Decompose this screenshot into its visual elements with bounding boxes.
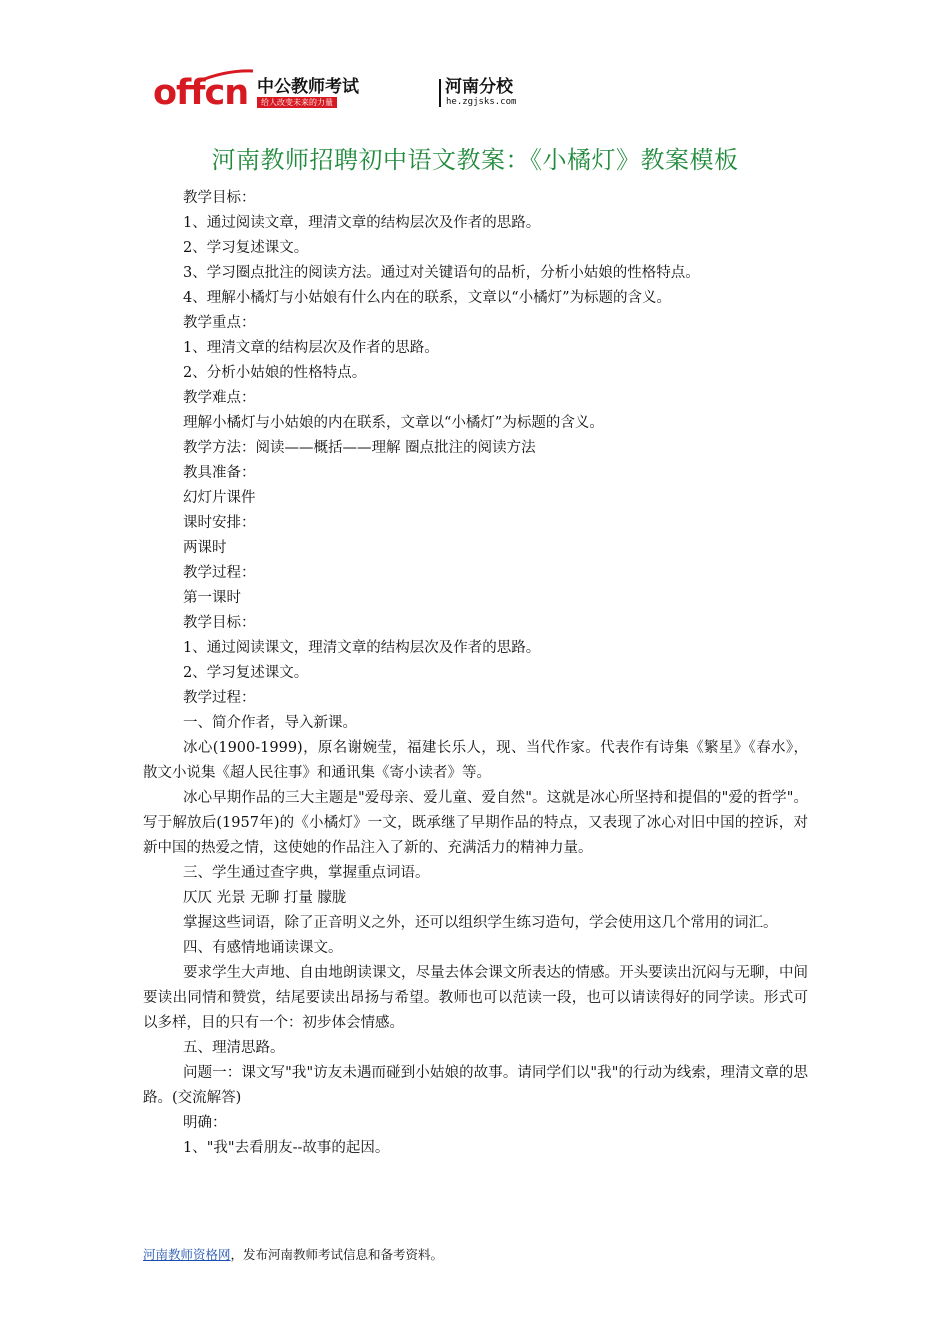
- body-paragraph: 4、理解小橘灯与小姑娘有什么内在的联系，文章以“小橘灯”为标题的含义。: [183, 290, 672, 306]
- body-paragraph: 教学过程：: [183, 565, 256, 581]
- body-paragraph: 教学重点：: [183, 315, 256, 331]
- body-paragraph: 1、通过阅读课文，理清文章的结构层次及作者的思路。: [183, 640, 541, 656]
- logo-name: 中公教师考试: [257, 77, 359, 97]
- body-paragraph: 教学目标：: [183, 190, 256, 206]
- logo-url: he.zgjsks.com: [446, 97, 517, 107]
- body-paragraph: 3、学习圈点批注的阅读方法。通过对关键语句的品析，分析小姑娘的性格特点。: [183, 265, 700, 281]
- body-paragraph: 理解小橘灯与小姑娘的内在联系，文章以“小橘灯”为标题的含义。: [183, 415, 604, 431]
- logo-branch: 河南分校: [445, 77, 513, 97]
- body-paragraph: 教学难点：: [183, 390, 256, 406]
- body-paragraph: 幻灯片课件: [183, 490, 256, 506]
- footer-link[interactable]: 河南教师资格网: [143, 1247, 231, 1262]
- body-paragraph: 三、学生通过查字典，掌握重点词语。: [183, 865, 430, 881]
- document-body: [143, 186, 808, 1161]
- body-paragraph: 仄仄 光景 无聊 打量 朦胧: [183, 890, 347, 906]
- body-paragraph: 问题一：课文写"我"访友未遇而碰到小姑娘的故事。请同学们以"我"的行动为线索，理清文章的思路。(交流解答): [143, 1065, 808, 1106]
- body-paragraph: 五、理清思路。: [183, 1040, 285, 1056]
- body-paragraph: 明确：: [183, 1115, 227, 1131]
- body-paragraph: 2、分析小姑娘的性格特点。: [183, 365, 367, 381]
- logo-brand-text: offcn: [153, 73, 249, 113]
- logo-swoosh-icon: [195, 68, 255, 84]
- body-paragraph: 教学过程：: [183, 690, 256, 706]
- body-paragraph: 教学目标：: [183, 615, 256, 631]
- body-paragraph: 2、学习复述课文。: [183, 240, 309, 256]
- logo-divider: [439, 79, 441, 107]
- body-paragraph: 要求学生大声地、自由地朗读课文，尽量去体会课文所表达的情感。开头要读出沉闷与无聊，中间要读出同情和赞赏，结尾要读出昂扬与希望。教师也可以范读一段，也可以请读得好的同学读。形式可以多样，目的只有一个：初步体会情感。: [143, 965, 808, 1031]
- body-paragraph: 冰心早期作品的三大主题是"爱母亲、爱儿童、爱自然"。这就是冰心所坚持和提倡的"爱的哲学"。写于解放后(1957年)的《小橘灯》一文，既承继了早期作品的特点，又表现了冰心对旧中国的控诉，对新中国的热爱之情，这使她的作品注入了新的、充满活力的精神力量。: [143, 790, 808, 856]
- body-paragraph: 冰心(1900-1999)，原名谢婉莹，福建长乐人，现、当代作家。代表作有诗集《繁星》《春水》，散文小说集《超人民往事》和通讯集《寄小读者》等。: [143, 740, 808, 781]
- body-paragraph: 2、学习复述课文。: [183, 665, 309, 681]
- offcn-logo: [153, 73, 533, 113]
- logo-slogan: 给人改变未来的力量: [257, 97, 337, 108]
- body-paragraph: 四、有感情地诵读课文。: [183, 940, 343, 956]
- body-paragraph: 第一课时: [183, 590, 241, 606]
- body-paragraph: 教具准备：: [183, 465, 256, 481]
- footer-text: ，发布河南教师考试信息和备考资料。: [230, 1247, 444, 1262]
- body-paragraph: 1、"我"去看朋友--故事的起因。: [183, 1140, 390, 1156]
- body-paragraph: 课时安排：: [183, 515, 256, 531]
- page-footer: [143, 1245, 443, 1265]
- body-paragraph: 教学方法：阅读——概括——理解 圈点批注的阅读方法: [183, 440, 536, 456]
- body-paragraph: 1、通过阅读文章，理清文章的结构层次及作者的思路。: [183, 215, 541, 231]
- body-paragraph: 掌握这些词语，除了正音明义之外，还可以组织学生练习造句，学会使用这几个常用的词汇。: [183, 915, 778, 931]
- body-paragraph: 两课时: [183, 540, 227, 556]
- document-title: 河南教师招聘初中语文教案：《小橘灯》教案模板: [211, 146, 739, 174]
- body-paragraph: 1、理清文章的结构层次及作者的思路。: [183, 340, 439, 356]
- body-paragraph: 一、简介作者，导入新课。: [183, 715, 357, 731]
